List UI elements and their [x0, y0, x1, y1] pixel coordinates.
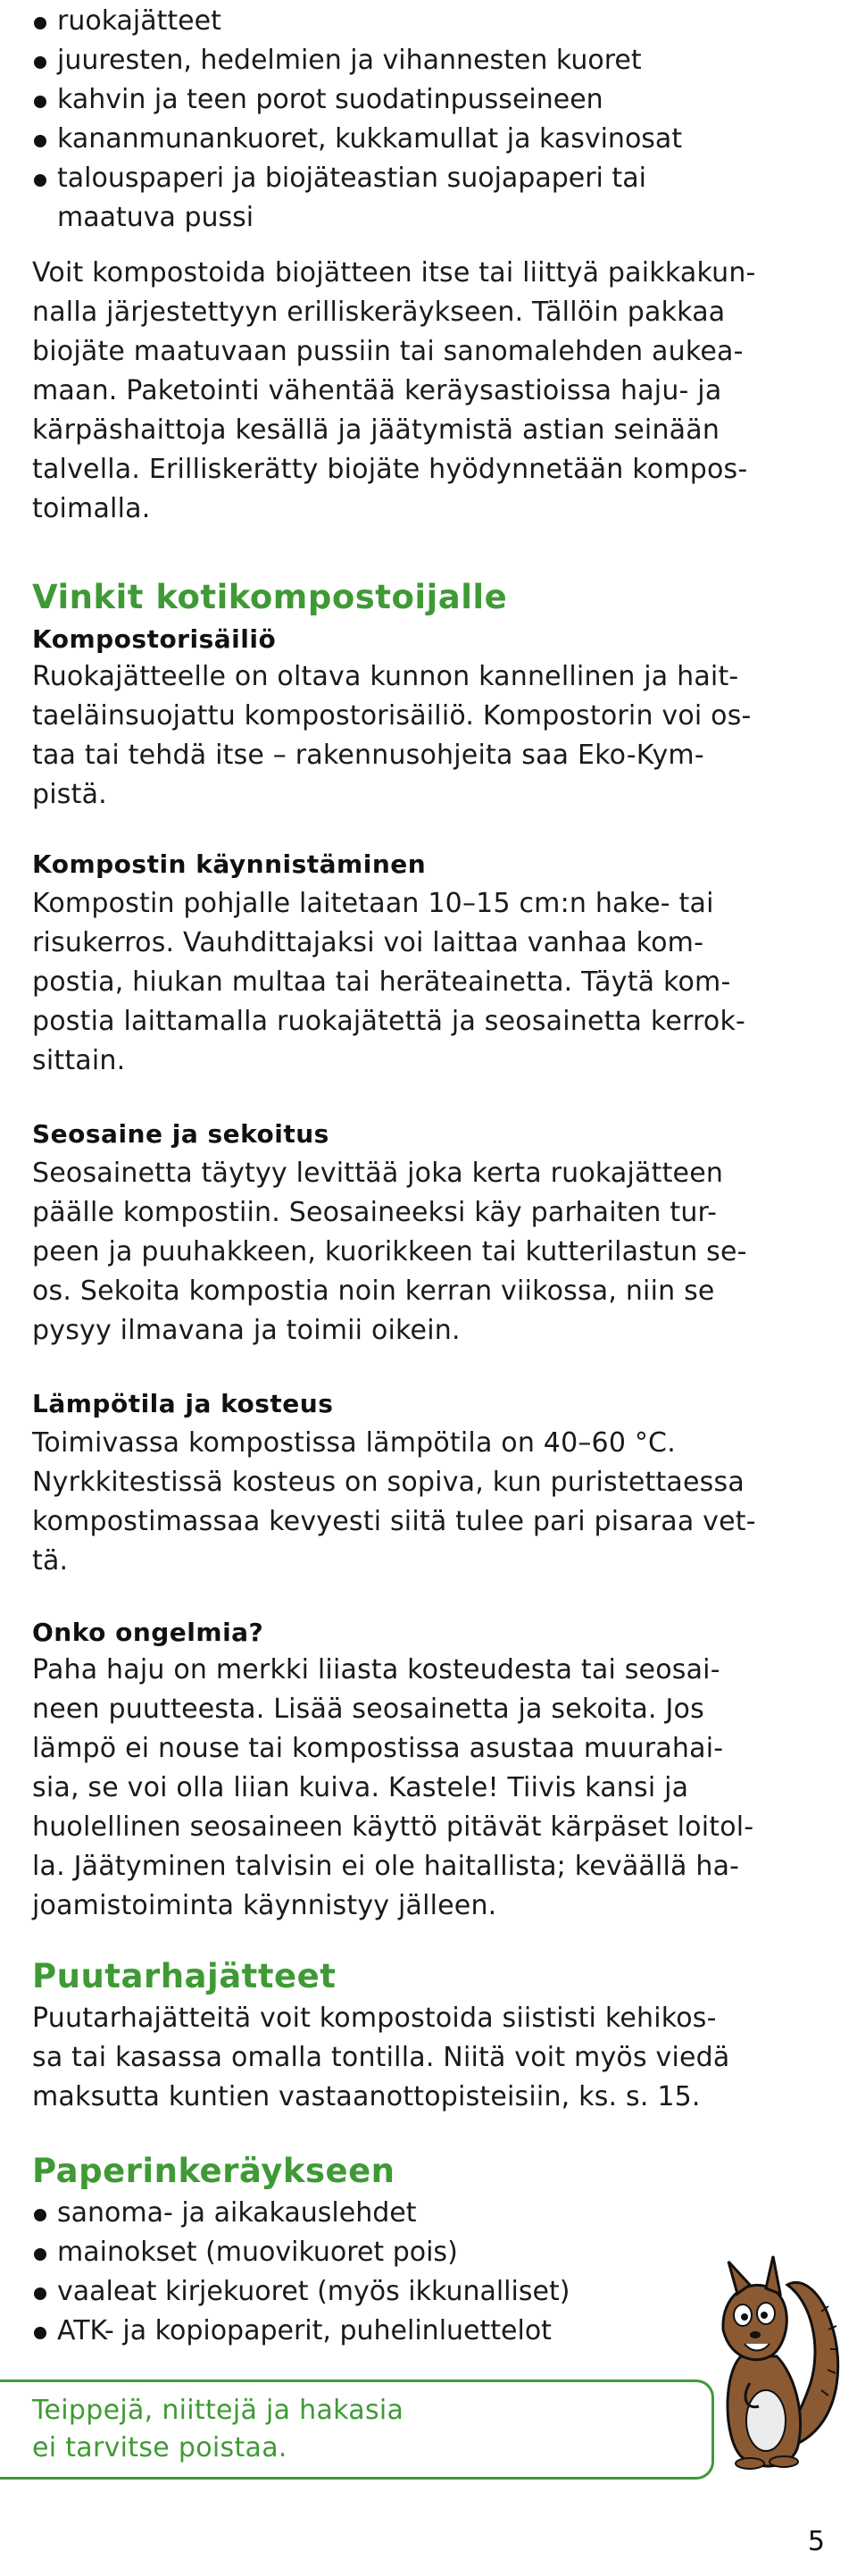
list-item: [32, 2312, 693, 2351]
text-line: risukerros. Vauhdittajaksi voi laittaa vanhaa kom-: [32, 927, 704, 958]
list-item: [32, 41, 825, 80]
heading-problems: Onko ongelmia?: [32, 1618, 264, 1647]
paper-list: [32, 2194, 693, 2351]
text-line: Ruokajätteelle on oltava kunnon kannellinen ja hait-: [32, 661, 739, 692]
bullet-icon: [34, 96, 46, 108]
text-line: Toimivassa kompostissa lämpötila on 40–60 °C.: [32, 1427, 676, 1459]
list-item: [32, 120, 825, 159]
paragraph-temperature: [32, 1424, 825, 1581]
text-line: taeläinsuojattu kompostorisäiliö. Kompostorin voi os-: [32, 700, 752, 732]
text-line: sittain.: [32, 1045, 126, 1076]
text-line: joamistoiminta käynnistyy jälleen.: [32, 1890, 497, 1921]
list-item-text: mainokset (muovikuoret pois): [57, 2237, 458, 2268]
text-line: postia laittamalla ruokajätettä ja seosainetta kerrok-: [32, 1006, 746, 1037]
list-item-text: maatuva pussi: [57, 202, 254, 233]
heading-mixing: Seosaine ja sekoitus: [32, 1119, 329, 1149]
section-title-garden: Puutarhajätteet: [32, 1957, 337, 1995]
text-line: taa tai tehdä itse – rakennusohjeita saa Eko-Kym-: [32, 740, 704, 771]
text-line: maksutta kuntien vastaanottopisteisiin, ks. s. 15.: [32, 2081, 701, 2112]
bullet-icon: [34, 2248, 46, 2261]
text-line: la. Jäätyminen talvisin ei ole haitallista; keväällä ha-: [32, 1851, 740, 1882]
list-item-text: ruokajätteet: [57, 5, 221, 37]
text-line: pistä.: [32, 779, 107, 810]
section-title-paper: Paperinkeräykseen: [32, 2152, 395, 2190]
text-line: Kompostin pohjalle laitetaan 10–15 cm:n hake- tai: [32, 888, 714, 919]
text-line: Paha haju on merkki liiasta kosteudesta tai seosai-: [32, 1654, 720, 1685]
bullet-icon: [34, 174, 46, 187]
bullet-icon: [34, 2287, 46, 2300]
text-line: pysyy ilmavana ja toimii oikein.: [32, 1315, 461, 1346]
callout-line: Teippejä, niittejä ja hakasia: [32, 2395, 404, 2426]
heading-composter: Kompostorisäiliö: [32, 624, 277, 654]
list-item-text: ATK- ja kopiopaperit, puhelinluettelot: [57, 2315, 552, 2346]
list-item-text: kananmunankuoret, kukkamullat ja kasvinosat: [57, 123, 683, 155]
text-line: biojäte maatuvaan pussiin tai sanomalehden aukea-: [32, 336, 744, 367]
list-item-text: juuresten, hedelmien ja vihannesten kuoret: [57, 45, 642, 76]
paragraph-composter: [32, 657, 825, 815]
bullet-icon: [34, 56, 46, 69]
text-line: peen ja puuhakkeen, kuorikkeen tai kutterilastun se-: [32, 1236, 747, 1267]
text-line: Voit kompostoida biojätteen itse tai liittyä paikkakun-: [32, 257, 756, 289]
list-item: [32, 2272, 693, 2312]
text-line: kärpäshaittoja kesällä ja jäätymistä astian seinään: [32, 414, 720, 446]
list-item: [32, 2, 825, 41]
text-line: sa tai kasassa omalla tontilla. Niitä voit myös viedä: [32, 2042, 730, 2073]
text-line: sia, se voi olla liian kuiva. Kastele! Tiivis kansi ja: [32, 1772, 689, 1803]
list-item: [32, 2233, 693, 2272]
paragraph-mixing: [32, 1154, 825, 1351]
list-item-text: sanoma- ja aikakauslehdet: [57, 2197, 417, 2229]
heading-starting: Kompostin käynnistäminen: [32, 849, 427, 879]
section-title-tips: Vinkit kotikompostoijalle: [32, 578, 508, 616]
bullet-icon: [34, 17, 46, 29]
compostable-list: [32, 2, 825, 238]
list-item-text: talouspaperi ja biojäteastian suojapaperi tai: [57, 163, 646, 194]
text-line: os. Sekoita kompostia noin kerran viikossa, niin se: [32, 1275, 715, 1307]
page-number: 5: [807, 2526, 825, 2557]
list-item-continuation: [32, 198, 825, 238]
heading-temperature: Lämpötila ja kosteus: [32, 1389, 334, 1418]
callout-box: [0, 2379, 714, 2480]
list-item: [32, 2194, 693, 2233]
text-line: tä.: [32, 1545, 69, 1577]
text-line: toimalla.: [32, 493, 151, 524]
list-item-text: vaaleat kirjekuoret (myös ikkunalliset): [57, 2276, 570, 2307]
paragraph-problems: [32, 1651, 825, 1926]
text-line: Puutarhajätteitä voit kompostoida siististi kehikos-: [32, 2003, 717, 2034]
intro-paragraph: [32, 254, 825, 529]
text-line: neen puutteesta. Lisää seosainetta ja sekoita. Jos: [32, 1694, 704, 1725]
text-line: päälle kompostiin. Seosaineeksi käy parhaiten tur-: [32, 1197, 718, 1228]
list-item: [32, 159, 825, 198]
bullet-icon: [34, 135, 46, 147]
squirrel-illustration: [687, 2222, 848, 2490]
paragraph-garden: [32, 1999, 825, 2117]
text-line: Nyrkkitestissä kosteus on sopiva, kun puristettaessa: [32, 1467, 745, 1498]
text-line: maan. Paketointi vähentää keräysastioissa haju- ja: [32, 375, 722, 406]
text-line: postia, hiukan multaa tai heräteainetta. Täytä kom-: [32, 966, 731, 998]
text-line: huolellinen seosaineen käyttö pitävät kärpäset loitol-: [32, 1811, 754, 1843]
text-line: nalla järjestettyyn erilliskeräykseen. Tällöin pakkaa: [32, 297, 726, 328]
text-line: lämpö ei nouse tai kompostissa asustaa muurahai-: [32, 1733, 724, 1764]
text-line: Seosainetta täytyy levittää joka kerta ruokajätteen: [32, 1158, 724, 1189]
paragraph-starting: [32, 884, 825, 1081]
list-item-text: kahvin ja teen porot suodatinpusseineen: [57, 84, 603, 115]
list-item: [32, 80, 825, 120]
callout-line: ei tarvitse poistaa.: [32, 2432, 287, 2463]
bullet-icon: [34, 2209, 46, 2221]
text-line: kompostimassaa kevyesti siitä tulee pari pisaraa vet-: [32, 1506, 756, 1537]
bullet-icon: [34, 2327, 46, 2339]
text-line: talvella. Erilliskerätty biojäte hyödynnetään kompos-: [32, 454, 748, 485]
